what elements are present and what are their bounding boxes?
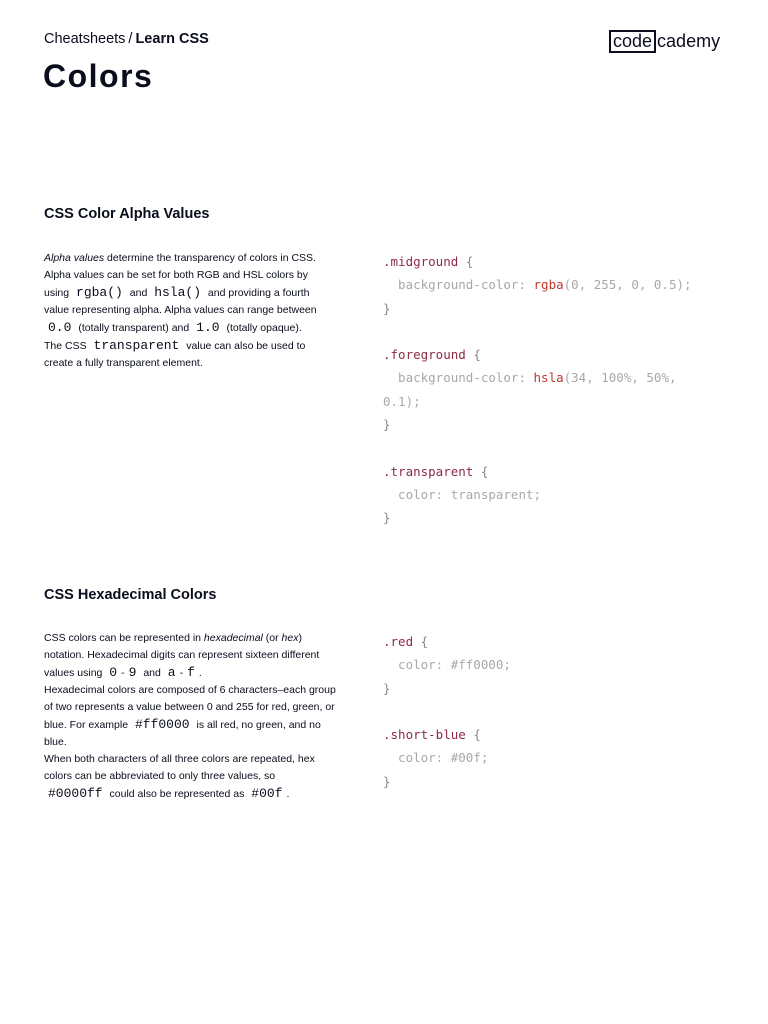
code-selector: .transparent xyxy=(383,463,474,479)
text-run: (totally opaque). xyxy=(223,322,302,334)
inline-code: rgba() xyxy=(76,285,123,300)
inline-code: transparent xyxy=(93,338,180,353)
section-title-alpha: CSS Color Alpha Values xyxy=(44,206,210,222)
text-run: CSS colors can be represented in xyxy=(44,632,204,644)
code-selector: .foreground xyxy=(383,347,466,363)
inline-code: 9 xyxy=(128,665,137,680)
code-function: hsla xyxy=(533,370,564,386)
text-run: could also be represented as xyxy=(106,788,248,800)
code-brace: { xyxy=(473,463,489,479)
breadcrumb-separator: / xyxy=(128,31,133,47)
text-run: . xyxy=(286,788,290,800)
code-brace: } xyxy=(383,300,391,316)
paragraph xyxy=(44,682,336,751)
codecademy-logo[interactable] xyxy=(609,30,720,53)
code-property: color: transparent; xyxy=(383,486,542,502)
code-function: rgba xyxy=(533,277,564,293)
text-run: - xyxy=(179,667,184,679)
code-selector: .midground xyxy=(383,254,459,269)
code-example-hex xyxy=(383,630,511,793)
inline-code: #00f xyxy=(251,786,283,801)
emphasis-text: Alpha values xyxy=(44,252,105,264)
emphasis-text: hexadecimal xyxy=(203,632,263,644)
text-run: ) notation. Hexadecimal digits can represent sixteen different values using xyxy=(44,632,320,679)
section-description-hex xyxy=(44,630,336,803)
paragraph xyxy=(44,337,336,372)
code-brace: { xyxy=(465,347,481,363)
code-property: color: #00f; xyxy=(383,750,489,766)
inline-code: hsla() xyxy=(154,285,202,300)
text-run: Hexadecimal colors are composed of 6 characters–each group of two represents a value between 0 and 255 for red, green, or blue. For example xyxy=(44,684,336,731)
text-run: is all red, no green, and no blue. xyxy=(44,719,321,748)
text-run: . xyxy=(198,667,202,679)
inline-code: f xyxy=(187,665,195,680)
code-selector: .short-blue xyxy=(383,727,466,743)
code-brace: { xyxy=(465,727,481,743)
code-brace: } xyxy=(383,773,391,789)
logo-boxed-text: code xyxy=(609,30,656,53)
code-property: background-color: xyxy=(383,370,534,386)
text-run: and providing a fourth value representing alpha. Alpha values can range between xyxy=(44,287,317,316)
section-title-hex: CSS Hexadecimal Colors xyxy=(44,587,217,603)
text-run: determine the transparency of colors in CSS. Alpha values can be set for both RGB and HSL colors by using xyxy=(44,252,316,299)
paragraph xyxy=(44,630,336,682)
text-run: (or xyxy=(262,632,282,644)
code-args: (34, 100%, 50%, xyxy=(563,370,677,386)
code-args: (0, 255, 0, 0.5); xyxy=(563,277,692,293)
text-run: (totally transparent) and xyxy=(75,322,193,334)
text-run: value can also be used to create a fully transparent element. xyxy=(44,340,306,369)
code-selector: .red xyxy=(383,634,414,649)
code-property: background-color: xyxy=(383,277,534,293)
logo-rest-text: cademy xyxy=(657,31,721,51)
text-run: The CSS xyxy=(44,340,90,352)
inline-code: #0000ff xyxy=(48,786,103,801)
code-args: 0.1); xyxy=(383,393,421,409)
inline-code: #ff0000 xyxy=(134,717,190,732)
inline-code: a xyxy=(167,665,176,680)
inline-code: 0.0 xyxy=(48,320,72,335)
emphasis-text: hex xyxy=(281,632,299,644)
section-description-alpha xyxy=(44,250,336,372)
text-run: When both characters of all three colors are repeated, hex colors can be abbreviated to only three values, so xyxy=(44,753,315,782)
inline-code: 0 xyxy=(109,665,118,680)
code-brace: } xyxy=(383,417,391,433)
page-title: Colors xyxy=(43,58,154,94)
paragraph xyxy=(44,250,336,337)
code-brace: } xyxy=(383,510,391,526)
code-brace: { xyxy=(413,634,429,649)
breadcrumb-current[interactable]: Learn CSS xyxy=(135,31,209,47)
code-example-alpha xyxy=(383,250,692,530)
code-property: color: #ff0000; xyxy=(383,657,511,673)
breadcrumb-parent-link[interactable]: Cheatsheets xyxy=(44,31,126,47)
paragraph xyxy=(44,751,336,803)
code-brace: } xyxy=(383,680,391,696)
breadcrumb xyxy=(44,31,209,47)
inline-code: 1.0 xyxy=(196,320,220,335)
text-run: - xyxy=(121,667,125,679)
text-run: and xyxy=(126,287,151,299)
code-brace: { xyxy=(458,254,474,269)
text-run: and xyxy=(140,667,164,679)
